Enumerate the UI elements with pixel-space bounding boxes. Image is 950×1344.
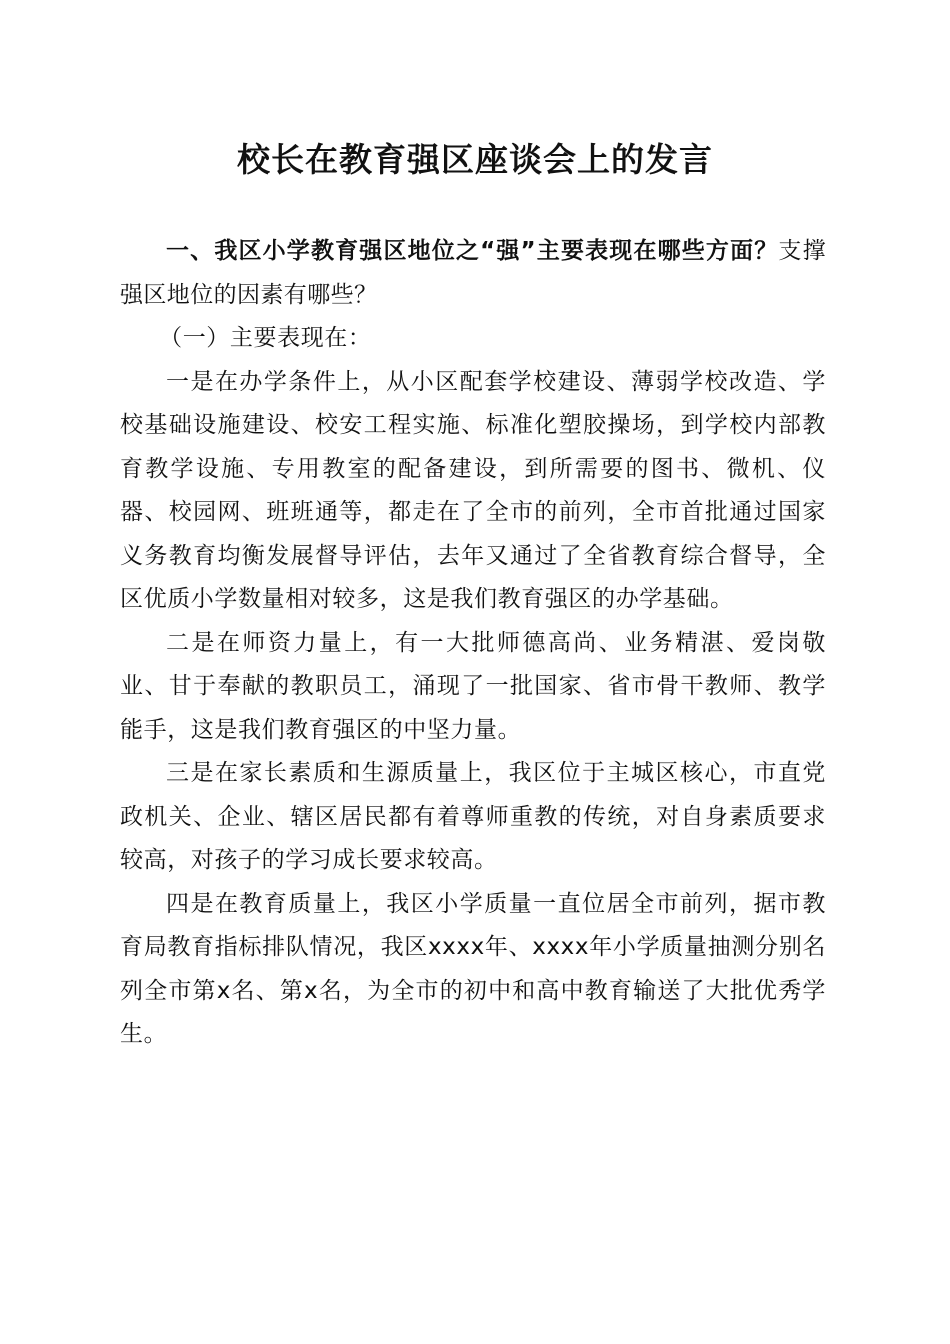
paragraph: 二是在师资力量上，有一大批师德高尚、业务精湛、爱岗敬业、甘于奉献的教职员工，涌现了一批国家、省市骨干教师、教学能手，这是我们教育强区的中坚力量。 <box>120 629 826 743</box>
section-heading <box>120 230 826 317</box>
section-heading-continuation: 支撑强区地位的因素有哪些？ <box>120 238 826 308</box>
section-heading-text: 一、我区小学教育强区地位之“强”主要表现在哪些方面？ <box>166 238 779 264</box>
paragraph: 三是在家长素质和生源质量上，我区位于主城区核心，市直党政机关、企业、辖区居民都有着尊师重教的传统，对自身素质要求较高，对孩子的学习成长要求较高。 <box>120 760 826 873</box>
document-title: 校长在教育强区座谈会上的发言 <box>237 140 713 179</box>
paragraph: 四是在教育质量上，我区小学质量一直位居全市前列，据市教育局教育指标排队情况，我区xxxx年、xxxx年小学质量抽测分别名列全市第x名、第x名，为全市的初中和高中教育输送了大批优秀学生。 <box>120 890 826 1047</box>
paragraph: 一是在办学条件上，从小区配套学校建设、薄弱学校改造、学校基础设施建设、校安工程实施、标准化塑胶操场，到学校内部教育教学设施、专用教室的配备建设，到所需要的图书、微机、仪器、校园网、班班通等，都走在了全市的前列，全市首批通过国家义务教育均衡发展督导评估，去年又通过了全省教育综合督导，全区优质小学数量相对较多，这是我们教育强区的办学基础。 <box>120 368 826 612</box>
subsection-heading: （一）主要表现在： <box>159 325 372 351</box>
document-body <box>120 230 826 1057</box>
